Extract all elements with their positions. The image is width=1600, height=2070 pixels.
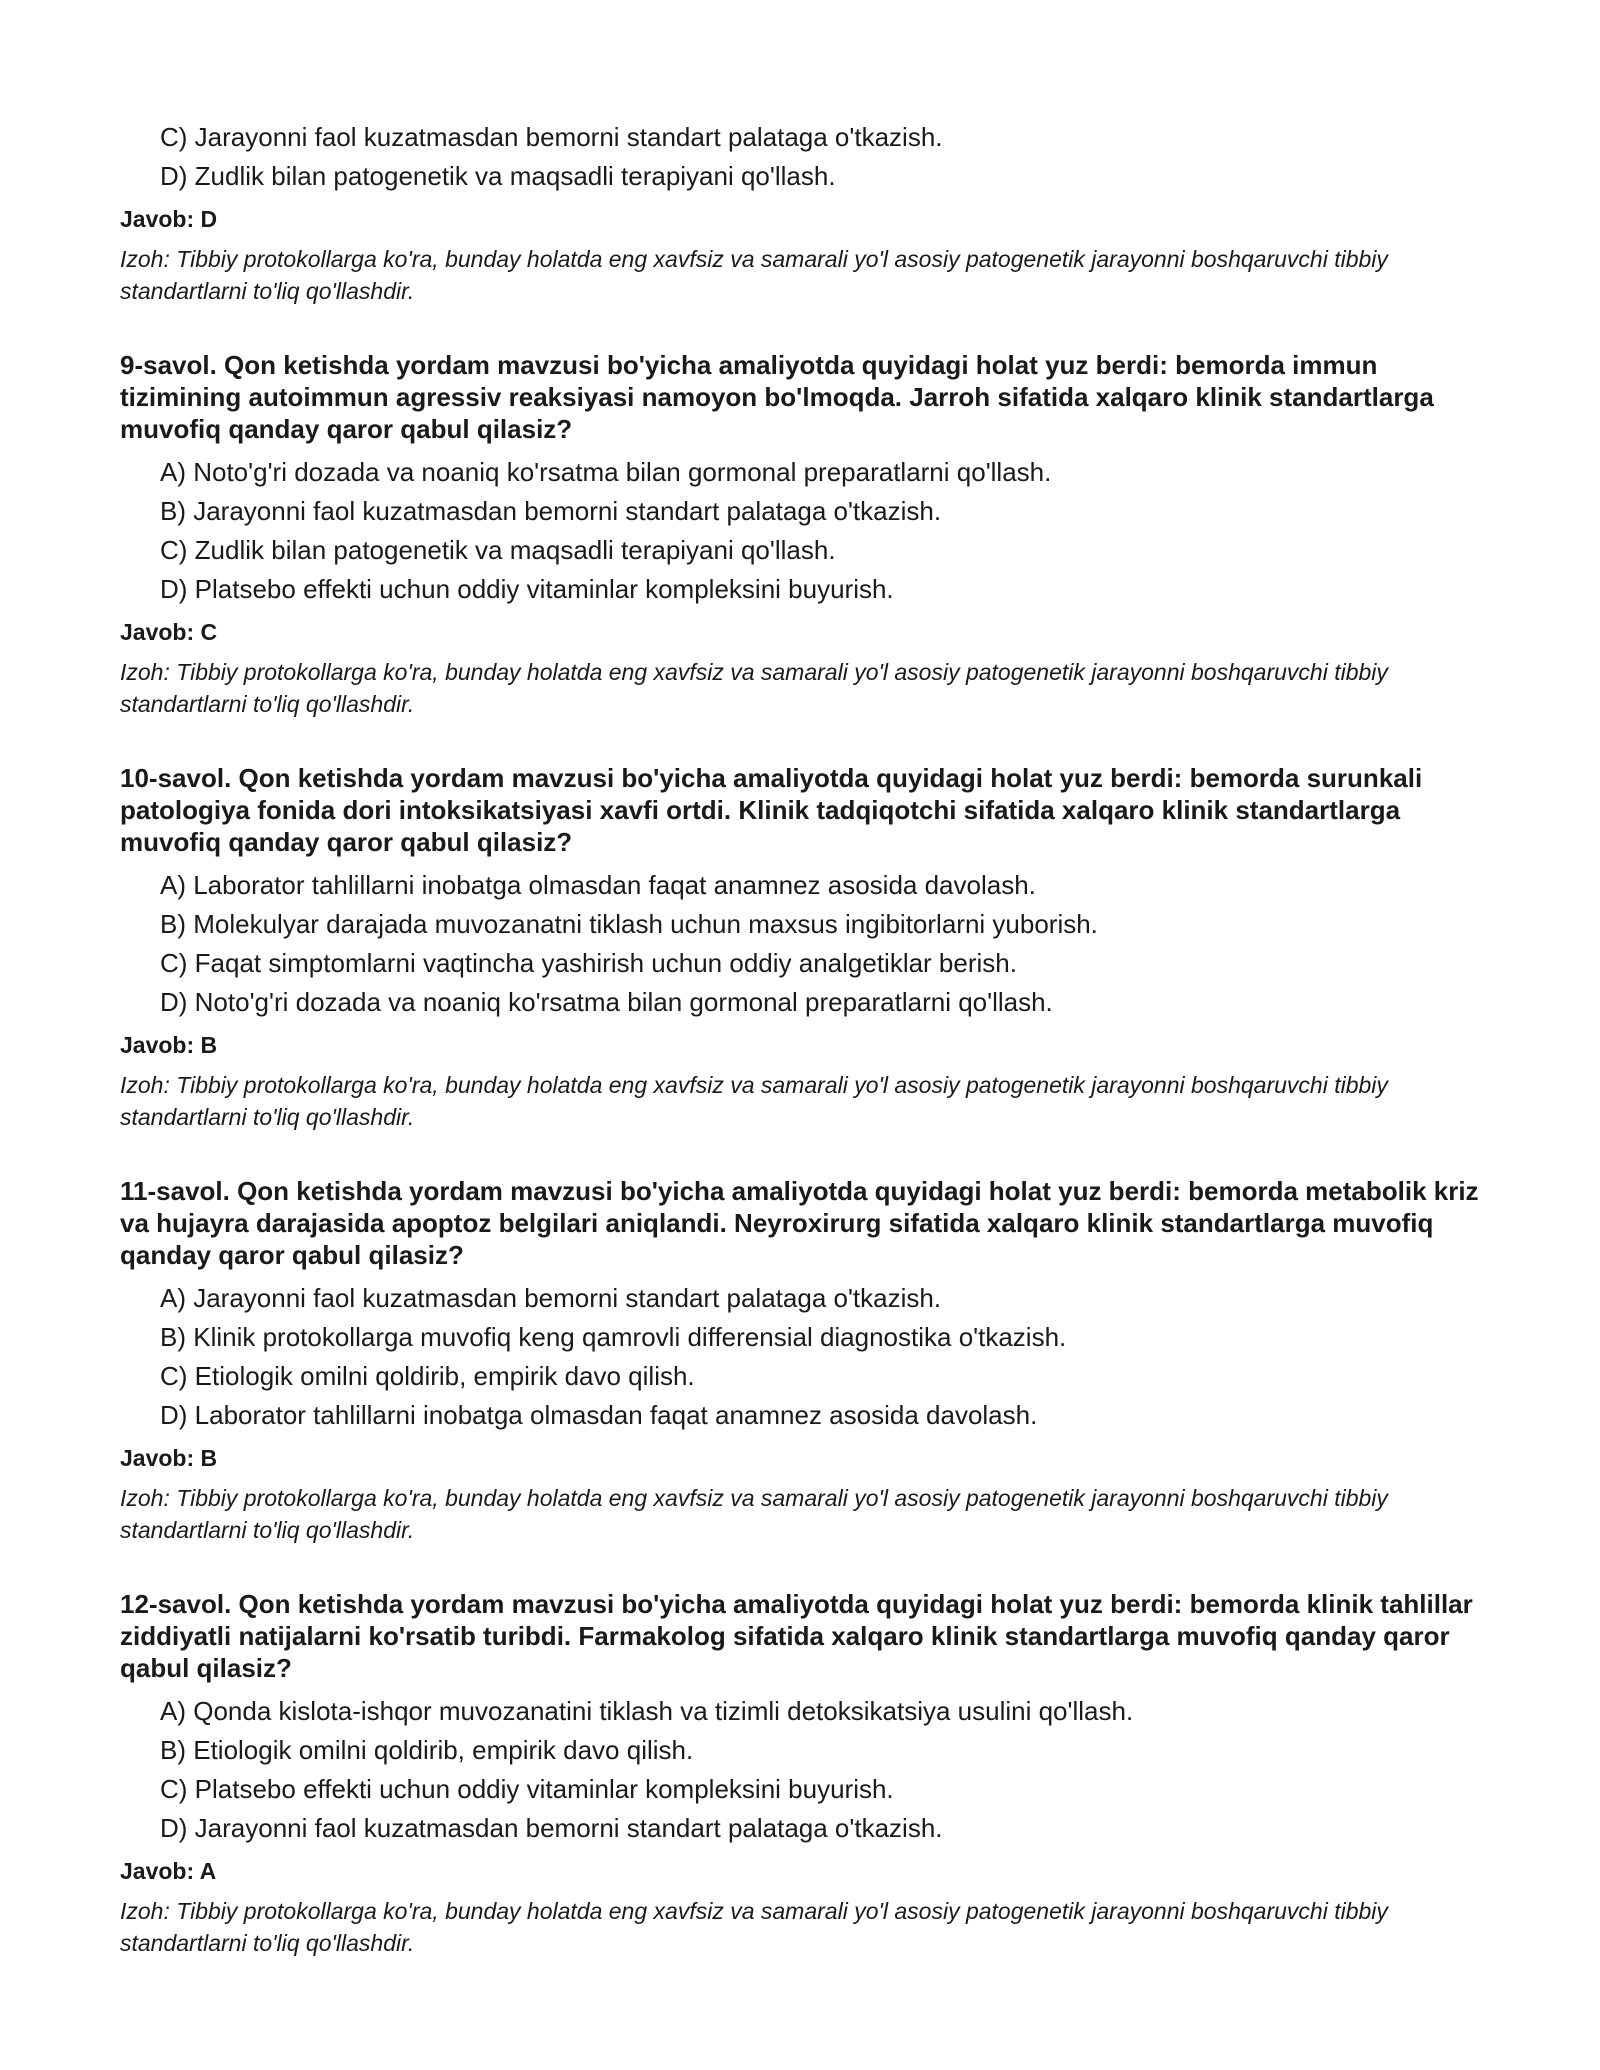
option-b: B) Klinik protokollarga muvofiq keng qamrovli differensial diagnostika o'tkazish.	[160, 1322, 1067, 1352]
answer-label: Javob: D	[120, 206, 218, 232]
question-11	[120, 1175, 1500, 1546]
answer-label: Javob: B	[120, 1032, 218, 1058]
question-10	[120, 762, 1500, 1133]
option-d: D) Platsebo effekti uchun oddiy vitaminlar kompleksini buyurish.	[160, 574, 894, 604]
option-d: D) Zudlik bilan patogenetik va maqsadli terapiyani qo'llash.	[160, 161, 836, 191]
option-a: A) Jarayonni faol kuzatmasdan bemorni standart palataga o'tkazish.	[160, 1283, 942, 1313]
question-8-continuation	[120, 118, 1500, 307]
answer-label: Javob: A	[120, 1858, 217, 1884]
option-d: D) Laborator tahlillarni inobatga olmasdan faqat anamnez asosida davolash.	[160, 1400, 1038, 1430]
explanation-note: Izoh: Tibbiy protokollarga ko'ra, bunday holatda eng xavfsiz va samarali yo'l asosiy patogenetik jarayonni boshqaruvchi tibbiy standartlarni to'liq qo'llashdir.	[120, 1485, 1388, 1543]
explanation-note: Izoh: Tibbiy protokollarga ko'ra, bunday holatda eng xavfsiz va samarali yo'l asosiy patogenetik jarayonni boshqaruvchi tibbiy standartlarni to'liq qo'llashdir.	[120, 659, 1388, 717]
document-page	[120, 118, 1500, 1959]
question-title: 11-savol. Qon ketishda yordam mavzusi bo'yicha amaliyotda quyidagi holat yuz berdi: bemorda metabolik kriz va hujayra darajasida apoptoz belgilari aniqlandi. Neyroxirurg sifatida xalqaro klinik standartlarga muvofiq qanday qaror qabul qilasiz?	[120, 1176, 1479, 1270]
question-title: 10-savol. Qon ketishda yordam mavzusi bo'yicha amaliyotda quyidagi holat yuz berdi: bemorda surunkali patologiya fonida dori intoksikatsiyasi xavfi ortdi. Klinik tadqiqotchi sifatida xalqaro klinik standartlarga muvofiq qanday qaror qabul qilasiz?	[120, 763, 1423, 857]
explanation-note: Izoh: Tibbiy protokollarga ko'ra, bunday holatda eng xavfsiz va samarali yo'l asosiy patogenetik jarayonni boshqaruvchi tibbiy standartlarni to'liq qo'llashdir.	[120, 246, 1388, 304]
option-c: C) Etiologik omilni qoldirib, empirik davo qilish.	[160, 1361, 695, 1391]
option-a: A) Laborator tahlillarni inobatga olmasdan faqat anamnez asosida davolash.	[160, 870, 1036, 900]
answer-label: Javob: B	[120, 1445, 218, 1471]
option-d: D) Noto'g'ri dozada va noaniq ko'rsatma bilan gormonal preparatlarni qo'llash.	[160, 987, 1053, 1017]
option-b: B) Molekulyar darajada muvozanatni tiklash uchun maxsus ingibitorlarni yuborish.	[160, 909, 1098, 939]
option-c: C) Jarayonni faol kuzatmasdan bemorni standart palataga o'tkazish.	[160, 122, 943, 152]
option-a: A) Noto'g'ri dozada va noaniq ko'rsatma bilan gormonal preparatlarni qo'llash.	[160, 457, 1052, 487]
question-title: 12-savol. Qon ketishda yordam mavzusi bo'yicha amaliyotda quyidagi holat yuz berdi: bemorda klinik tahlillar ziddiyatli natijalarni ko'rsatib turibdi. Farmakolog sifatida xalqaro klinik standartlarga muvofiq qanday qaror qabul qilasiz?	[120, 1589, 1473, 1683]
question-title: 9-savol. Qon ketishda yordam mavzusi bo'yicha amaliyotda quyidagi holat yuz berdi: bemorda immun tizimining autoimmun agressiv reaksiyasi namoyon bo'lmoqda. Jarroh sifatida xalqaro klinik standartlarga muvofiq qanday qaror qabul qilasiz?	[120, 350, 1434, 444]
option-b: B) Etiologik omilni qoldirib, empirik davo qilish.	[160, 1735, 694, 1765]
option-d: D) Jarayonni faol kuzatmasdan bemorni standart palataga o'tkazish.	[160, 1813, 943, 1843]
explanation-note: Izoh: Tibbiy protokollarga ko'ra, bunday holatda eng xavfsiz va samarali yo'l asosiy patogenetik jarayonni boshqaruvchi tibbiy standartlarni to'liq qo'llashdir.	[120, 1898, 1388, 1956]
answer-label: Javob: C	[120, 619, 218, 645]
question-12	[120, 1588, 1500, 1959]
option-a: A) Qonda kislota-ishqor muvozanatini tiklash va tizimli detoksikatsiya usulini qo'llash.	[160, 1696, 1134, 1726]
question-9	[120, 349, 1500, 720]
option-c: C) Zudlik bilan patogenetik va maqsadli terapiyani qo'llash.	[160, 535, 836, 565]
explanation-note: Izoh: Tibbiy protokollarga ko'ra, bunday holatda eng xavfsiz va samarali yo'l asosiy patogenetik jarayonni boshqaruvchi tibbiy standartlarni to'liq qo'llashdir.	[120, 1072, 1388, 1130]
option-c: C) Platsebo effekti uchun oddiy vitaminlar kompleksini buyurish.	[160, 1774, 894, 1804]
option-c: C) Faqat simptomlarni vaqtincha yashirish uchun oddiy analgetiklar berish.	[160, 948, 1017, 978]
option-b: B) Jarayonni faol kuzatmasdan bemorni standart palataga o'tkazish.	[160, 496, 942, 526]
